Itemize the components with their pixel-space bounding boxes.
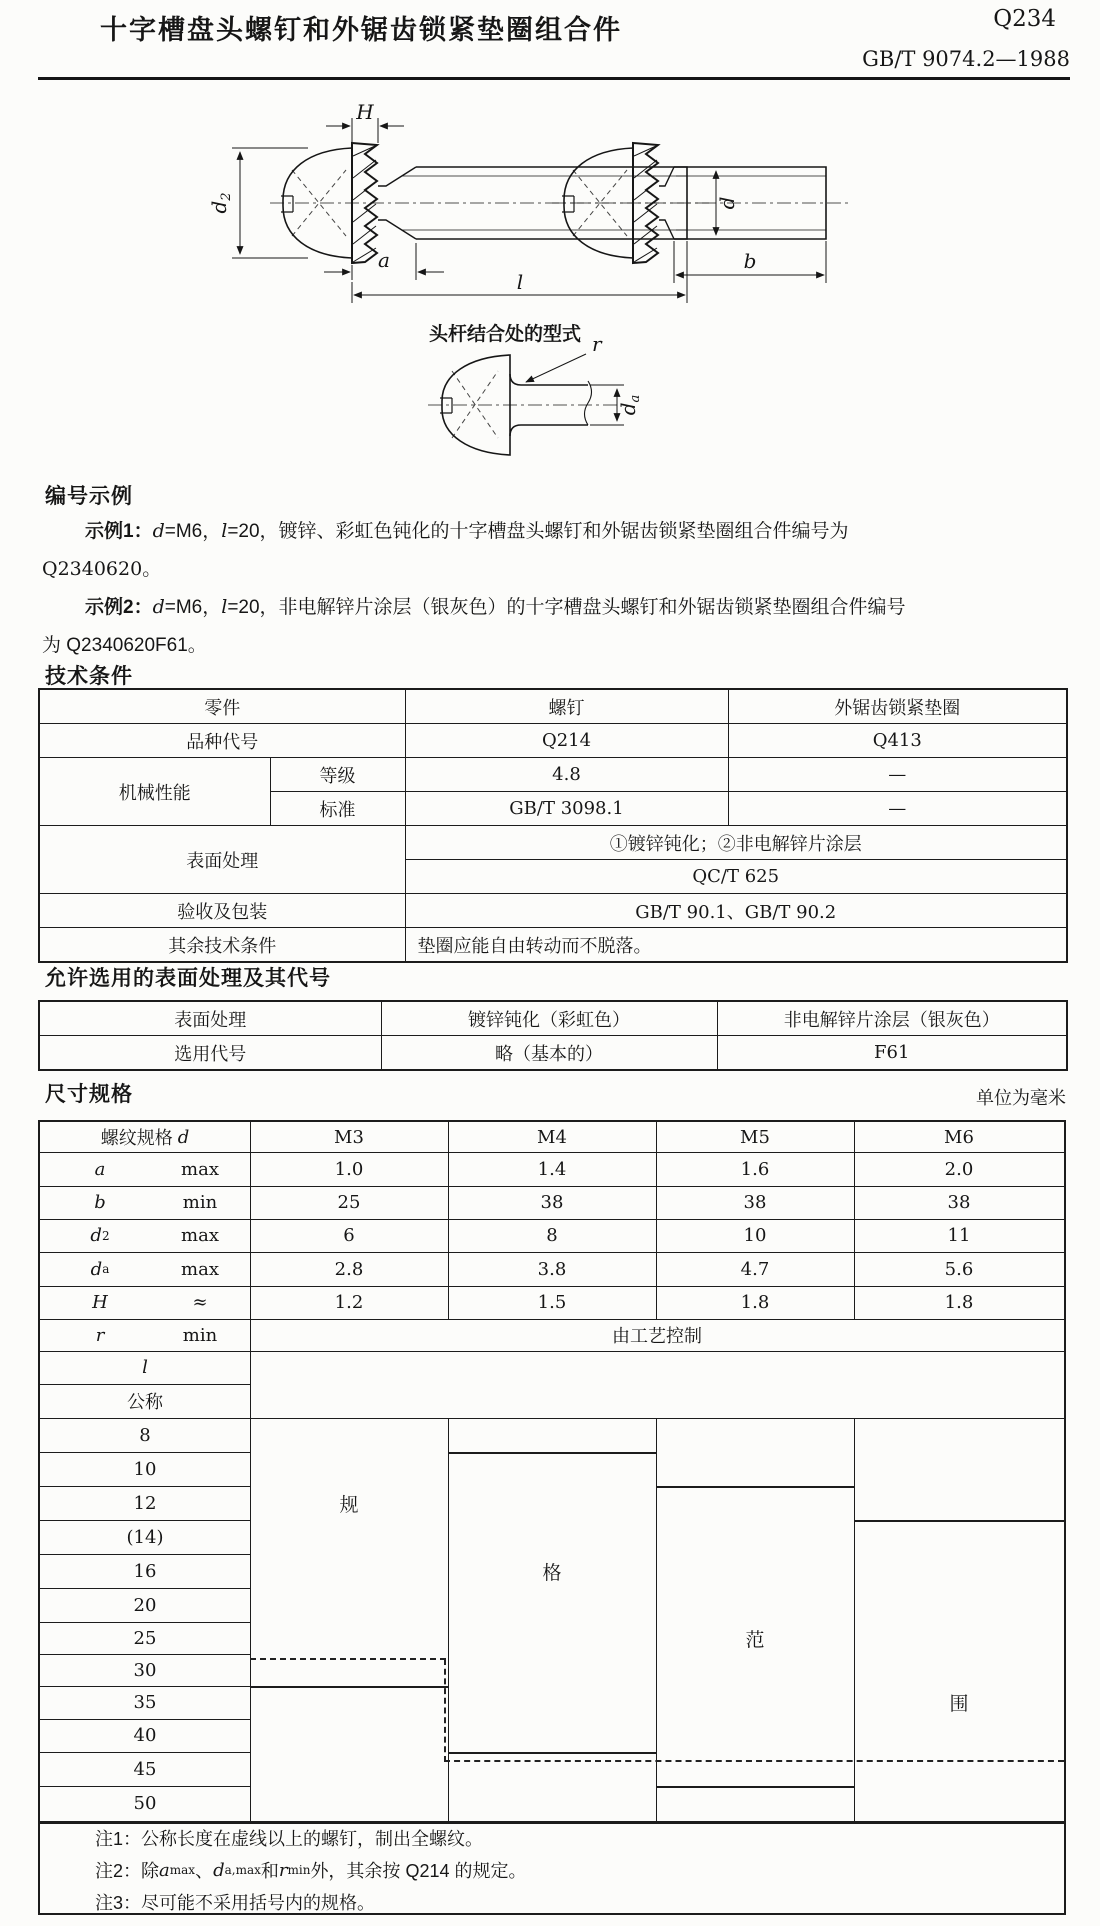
thread-spec-label: 螺纹规格 bbox=[100, 1128, 173, 1148]
surface-treatments-table bbox=[38, 1000, 1068, 1071]
table-row bbox=[39, 928, 1067, 963]
part-screw-cell: 螺钉 bbox=[405, 689, 728, 724]
sym-sub: a,max bbox=[224, 1863, 261, 1877]
surface-label-cell: 表面处理 bbox=[39, 826, 405, 894]
technical-drawing bbox=[140, 88, 960, 468]
row-b-qualifier: min bbox=[182, 1192, 218, 1213]
surface-row1-flake-cell: 非电解锌片涂层（银灰色） bbox=[717, 1001, 1067, 1036]
part-washer-cell: 外锯齿锁紧垫圈 bbox=[728, 689, 1067, 724]
sym-a: a bbox=[94, 1158, 106, 1180]
range-step-line bbox=[448, 1752, 656, 1754]
example-2-line-1 bbox=[85, 592, 906, 619]
example-2-label: 示例2： bbox=[85, 597, 153, 618]
range-step-line bbox=[448, 1452, 656, 1454]
surface-row2-zinc-cell: 略（基本的） bbox=[381, 1036, 717, 1071]
value-a-m6: 2.0 bbox=[944, 1158, 974, 1180]
note-2-text: 注2：除 bbox=[95, 1861, 160, 1881]
sym-da: d bbox=[90, 1258, 103, 1280]
part-code: Q234 bbox=[993, 6, 1056, 32]
surface-value-2-cell: QC/T 625 bbox=[405, 860, 1067, 894]
sym-da: d bbox=[213, 1859, 225, 1881]
mech-label-cell: 机械性能 bbox=[39, 758, 270, 826]
row-a-qualifier: max bbox=[181, 1158, 219, 1180]
example-2-line-2: 为 Q2340620F61。 bbox=[42, 635, 207, 656]
length-16: 16 bbox=[133, 1560, 157, 1582]
value-d2-m4: 8 bbox=[546, 1225, 558, 1246]
value-b-m4: 38 bbox=[540, 1192, 564, 1213]
row-d2-symbol bbox=[65, 1219, 135, 1252]
example-1-label: 示例1： bbox=[85, 521, 153, 542]
dim-a-label: a bbox=[378, 248, 390, 272]
table-row bbox=[39, 689, 1067, 724]
row-da-qualifier: max bbox=[181, 1258, 219, 1280]
surface-value-1-cell: ①镀锌钝化；②非电解锌片涂层 bbox=[405, 826, 1067, 860]
sym-r: r bbox=[95, 1324, 105, 1346]
length-20: 20 bbox=[133, 1594, 157, 1616]
header-rule bbox=[38, 77, 1070, 80]
surface-row2-label-cell: 选用代号 bbox=[39, 1036, 381, 1071]
table-row bbox=[39, 1036, 1067, 1071]
standard-number: GB/T 9074.2—1988 bbox=[862, 47, 1070, 71]
sym-d2: d bbox=[90, 1225, 102, 1246]
row-H-symbol bbox=[65, 1286, 135, 1319]
dim-H-label: H bbox=[356, 100, 374, 124]
range-char-m6: 围 bbox=[949, 1694, 969, 1715]
example-1-line-2: Q2340620。 bbox=[42, 558, 162, 580]
surface-row2-flake-cell: F61 bbox=[717, 1036, 1067, 1071]
row-da-symbol bbox=[65, 1252, 135, 1286]
sym-b: b bbox=[94, 1192, 106, 1213]
note-2-text: 外，其余按 Q214 的规定。 bbox=[310, 1861, 527, 1881]
table-row bbox=[39, 894, 1067, 928]
junction-detail-drawing bbox=[428, 322, 643, 455]
examples-heading: 编号示例 bbox=[45, 485, 133, 508]
value-H-m4: 1.5 bbox=[537, 1292, 567, 1313]
sym-r: r bbox=[278, 1859, 288, 1881]
full-thread-dashed-line bbox=[444, 1760, 1064, 1762]
example-1-line-1 bbox=[85, 516, 849, 543]
length-12: 12 bbox=[133, 1492, 157, 1514]
range-step-line bbox=[854, 1520, 1064, 1522]
other-label-cell: 其余技术条件 bbox=[39, 928, 405, 963]
note-3: 注3：尽可能不采用括号内的规格。 bbox=[95, 1893, 376, 1913]
length-8: 8 bbox=[139, 1424, 151, 1446]
length-40: 40 bbox=[133, 1725, 157, 1746]
col-header-m6: M6 bbox=[944, 1126, 974, 1148]
row-H-qualifier: ≈ bbox=[192, 1292, 208, 1313]
grade-label-cell: 等级 bbox=[270, 758, 405, 792]
col-header-m3: M3 bbox=[334, 1126, 364, 1148]
value-H-m3: 1.2 bbox=[334, 1292, 364, 1313]
value-da-m4: 3.8 bbox=[537, 1258, 567, 1280]
code-label-cell: 品种代号 bbox=[39, 724, 405, 758]
value-b-m6: 38 bbox=[947, 1192, 971, 1213]
example-1-text-b: =20，镀锌、彩虹色钝化的十字槽盘头螺钉和外锯齿锁紧垫圈组合件编号为 bbox=[227, 521, 849, 542]
length-14: (14) bbox=[126, 1526, 164, 1548]
dim-d2-label: $d_2$ bbox=[207, 192, 234, 214]
length-30: 30 bbox=[133, 1659, 157, 1681]
dim-r-label: r bbox=[592, 332, 602, 356]
table-row bbox=[39, 724, 1067, 758]
sym-d: d bbox=[152, 520, 165, 542]
value-d2-m5: 10 bbox=[743, 1225, 767, 1246]
value-b-m3: 25 bbox=[337, 1192, 361, 1213]
accept-value-cell: GB/T 90.1、GB/T 90.2 bbox=[405, 894, 1067, 928]
surface-row1-label-cell: 表面处理 bbox=[39, 1001, 381, 1036]
sym-d: d bbox=[152, 596, 165, 618]
page-title: 十字槽盘头螺钉和外锯齿锁紧垫圈组合件 bbox=[100, 15, 622, 45]
thread-spec-header bbox=[40, 1122, 250, 1152]
value-a-m5: 1.6 bbox=[740, 1158, 770, 1180]
note-2 bbox=[95, 1856, 1045, 1884]
code-screw-cell: Q214 bbox=[405, 724, 728, 758]
sym-l: l bbox=[142, 1357, 148, 1378]
table-row bbox=[39, 1001, 1067, 1036]
col-header-m5: M5 bbox=[740, 1126, 770, 1148]
tech-conditions-heading: 技术条件 bbox=[45, 665, 133, 688]
note-2-text: 和 bbox=[260, 1861, 279, 1881]
row-r-symbol bbox=[65, 1319, 135, 1351]
accept-label-cell: 验收及包装 bbox=[39, 894, 405, 928]
length-10: 10 bbox=[133, 1458, 157, 1480]
screw-assembly-side-view bbox=[552, 143, 848, 283]
full-thread-dashed-line bbox=[250, 1658, 446, 1660]
value-a-m3: 1.0 bbox=[334, 1158, 364, 1180]
dim-da-label: $d_a$ bbox=[616, 394, 643, 416]
std-washer-cell: — bbox=[728, 792, 1067, 826]
example-1-text-a: =M6， bbox=[164, 521, 222, 542]
example-2-text-b: =20，非电解锌片涂层（银灰色）的十字槽盘头螺钉和外锯齿锁紧垫圈组合件编号 bbox=[227, 597, 906, 618]
note-2-text: 、 bbox=[195, 1861, 214, 1881]
std-label-cell: 标准 bbox=[270, 792, 405, 826]
value-da-m5: 4.7 bbox=[740, 1258, 770, 1280]
grade-screw-cell: 4.8 bbox=[405, 758, 728, 792]
surface-treatments-heading: 允许选用的表面处理及其代号 bbox=[45, 967, 331, 990]
range-char-m4: 格 bbox=[542, 1562, 562, 1584]
value-b-m5: 38 bbox=[743, 1192, 767, 1213]
sym-sub: a bbox=[102, 1262, 110, 1276]
note-1: 注1：公称长度在虚线以上的螺钉，制出全螺纹。 bbox=[95, 1829, 484, 1849]
value-r-all: 由工艺控制 bbox=[612, 1326, 702, 1346]
range-char-m3: 规 bbox=[339, 1494, 359, 1516]
length-35: 35 bbox=[133, 1692, 157, 1713]
row-l-nominal-label: 公称 bbox=[127, 1392, 163, 1412]
sym-d: d bbox=[177, 1126, 190, 1148]
value-da-m6: 5.6 bbox=[944, 1258, 974, 1280]
full-thread-dashed-line bbox=[444, 1659, 446, 1762]
dimensions-table bbox=[38, 1120, 1066, 1915]
sym-sub: min bbox=[287, 1863, 311, 1877]
range-char-m5: 范 bbox=[745, 1629, 765, 1651]
row-d2-qualifier: max bbox=[181, 1225, 219, 1246]
col-header-m4: M4 bbox=[537, 1126, 567, 1148]
dim-l-label: l bbox=[516, 270, 524, 294]
junction-caption: 头杆结合处的型式 bbox=[428, 324, 582, 345]
value-H-m5: 1.8 bbox=[740, 1292, 770, 1313]
sym-a: a bbox=[159, 1859, 170, 1881]
value-d2-m6: 11 bbox=[947, 1225, 971, 1246]
value-d2-m3: 6 bbox=[343, 1225, 355, 1246]
value-da-m3: 2.8 bbox=[334, 1258, 364, 1280]
sym-l: l bbox=[221, 596, 228, 618]
std-screw-cell: GB/T 3098.1 bbox=[405, 792, 728, 826]
dimensions-heading: 尺寸规格 bbox=[45, 1083, 133, 1106]
sym-l: l bbox=[221, 520, 228, 542]
range-step-line bbox=[656, 1786, 854, 1788]
row-r-qualifier: min bbox=[182, 1324, 218, 1346]
sym-sub: 2 bbox=[101, 1228, 110, 1243]
dim-d-label: d bbox=[715, 196, 739, 210]
length-25: 25 bbox=[133, 1627, 157, 1649]
range-step-line bbox=[250, 1686, 448, 1688]
tech-conditions-table bbox=[38, 688, 1068, 963]
row-a-symbol bbox=[65, 1152, 135, 1186]
length-45: 45 bbox=[133, 1758, 157, 1780]
range-step-line bbox=[656, 1486, 854, 1488]
screw-assembly-main-view bbox=[207, 100, 739, 303]
grade-washer-cell: — bbox=[728, 758, 1067, 792]
other-value-cell: 垫圈应能自由转动而不脱落。 bbox=[405, 928, 1067, 963]
length-50: 50 bbox=[133, 1793, 157, 1814]
part-label-cell: 零件 bbox=[39, 689, 405, 724]
table-row bbox=[39, 758, 1067, 792]
value-H-m6: 1.8 bbox=[944, 1292, 974, 1313]
row-l-symbol bbox=[40, 1351, 250, 1384]
sym-H: H bbox=[92, 1292, 108, 1313]
table-row bbox=[39, 826, 1067, 860]
dim-b-label: b bbox=[743, 249, 757, 273]
unit-note: 单位为毫米 bbox=[976, 1088, 1066, 1108]
code-washer-cell: Q413 bbox=[728, 724, 1067, 758]
surface-row1-zinc-cell: 镀锌钝化（彩虹色） bbox=[381, 1001, 717, 1036]
row-b-symbol bbox=[65, 1186, 135, 1219]
value-a-m4: 1.4 bbox=[537, 1158, 567, 1180]
example-2-text-a: =M6， bbox=[164, 597, 222, 618]
sym-sub: max bbox=[169, 1863, 196, 1877]
